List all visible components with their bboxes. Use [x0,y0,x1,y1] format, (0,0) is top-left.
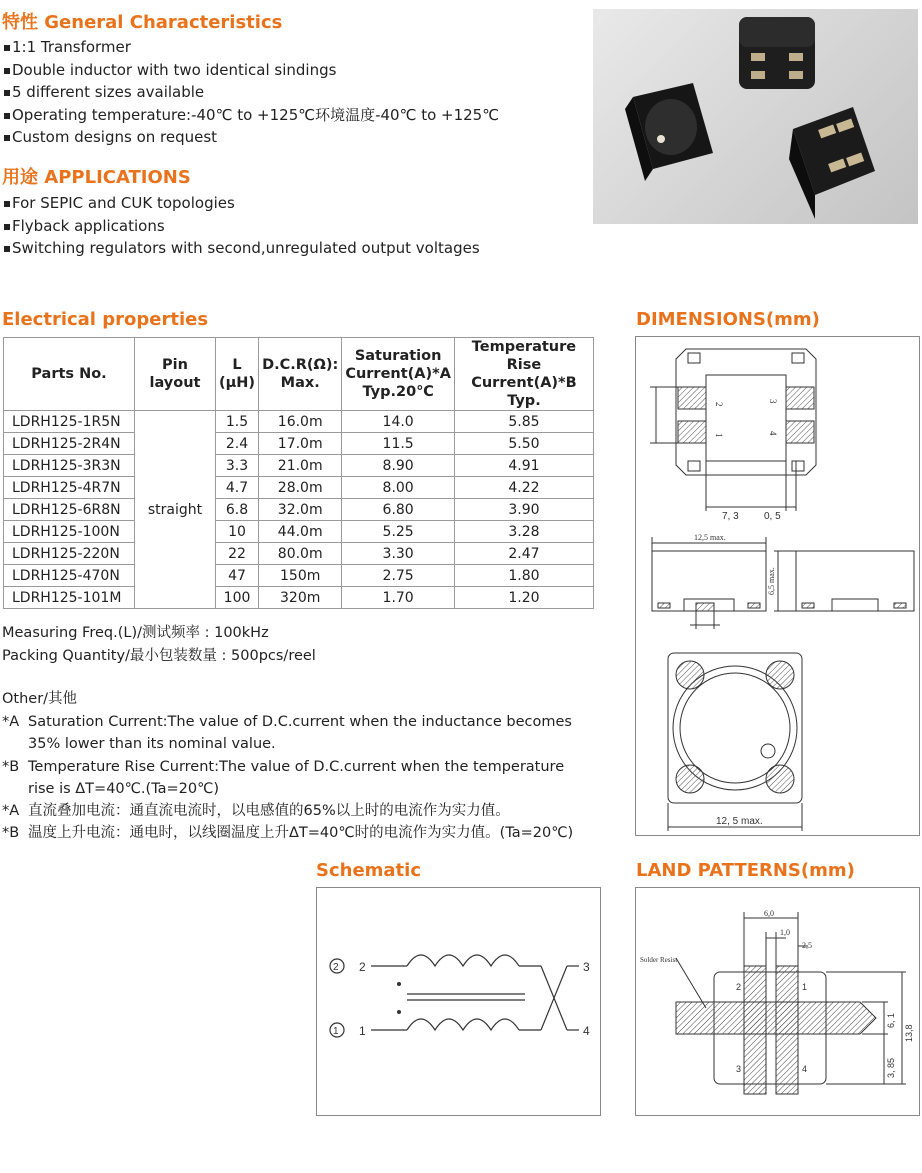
dim-pin-4: 4 [768,431,778,436]
measuring-freq: Measuring Freq.(L)/测试频率 : 100kHz [2,625,269,641]
schematic-right-bottom: 4 [583,1024,590,1038]
product-photo [593,9,918,224]
note-b-line1: Temperature Rise Current:The value of D.C.current when the temperature [28,759,565,775]
note-a-line2: 35% lower than its nominal value. [28,736,276,752]
general-heading-en: General Characteristics [44,12,283,33]
table-row: LDRH125-220N 22 80.0m 3.30 2.47 [4,543,594,565]
land-heading: LAND PATTERNS(mm) [636,860,855,881]
list-item: For SEPIC and CUK topologies [2,192,480,215]
land-pin-2: 2 [736,982,742,992]
table-row: LDRH125-4R7N 4.7 28.0m 8.00 4.22 [4,477,594,499]
general-heading [2,8,282,34]
land-pin-1: 1 [802,982,808,992]
note-b-line2: rise is ΔT=40℃.(Ta=20℃) [28,781,220,797]
col-header-sat: Saturation Current(A)*A Typ.20℃ [342,338,455,411]
list-item: Flyback applications [2,215,480,238]
list-item: Switching regulators with second,unregulated output voltages [2,237,480,260]
schematic-drawing [316,887,601,1116]
land-pin-3: 3 [736,1064,742,1074]
note-b-cn-tag: *B [2,825,20,841]
schematic-left-top: 2 [359,960,366,974]
side-view-right [774,551,914,611]
inductor-photo-illustration [593,9,918,224]
dim-125max-small: 12,5 max. [694,533,726,542]
land-drawing [635,887,920,1116]
inductor-top [739,17,815,89]
note-a-line1: Saturation Current:The value of D.C.current when the inductance becomes [28,714,572,730]
applications-heading [2,163,191,189]
land-dim-10: 1,0 [780,928,790,937]
list-item: 5 different sizes available [2,81,499,104]
bottom-view [650,349,816,511]
land-pin-4: 4 [802,1064,808,1074]
col-header-temp: Temperature Rise Current(A)*B Typ. [454,338,593,411]
table-row: LDRH125-2R4N 2.4 17.0m 11.5 5.50 [4,433,594,455]
dim-pin-1: 1 [714,433,724,438]
dim-05: 0, 5 [764,511,781,522]
note-b-cn: 温度上升电流：通电时，以线圈温度上升ΔT=40℃时的电流作为实力值。(Ta=20℃) [28,825,574,841]
land-dim-385: 3, 85 [886,1057,896,1078]
schematic-circle-label-2: 2 [333,962,339,973]
land-dim-25: 2,5 [802,941,812,950]
general-list [2,36,499,149]
general-heading-cn: 特性 [2,12,38,33]
schematic-heading: Schematic [316,860,422,881]
side-view-front [652,537,766,629]
table-row: LDRH125-100N 10 44.0m 5.25 3.28 [4,521,594,543]
solder-resist-band [676,1002,876,1034]
table-row: LDRH125-6R8N 6.8 32.0m 6.80 3.90 [4,499,594,521]
note-a-tag: *A [2,714,20,730]
packing-quantity: Packing Quantity/最小包装数量 : 500pcs/reel [2,648,316,664]
dimensions-heading: DIMENSIONS(mm) [636,309,820,330]
dimensions-drawing [635,336,920,836]
inductor-right [789,107,875,219]
col-header-dcr: D.C.R(Ω): Max. [259,338,342,411]
table-row: LDRH125-1R5N straight 1.5 16.0m 14.0 5.85 [4,411,594,433]
table-row: LDRH125-470N 47 150m 2.75 1.80 [4,565,594,587]
list-item: Operating temperature:-40℃ to +125℃环境温度-40℃ to +125℃ [2,104,499,127]
table-row: LDRH125-101M 100 320m 1.70 1.20 [4,587,594,609]
coil-bottom [407,1019,519,1030]
note-a-cn: 直流叠加电流：通直流电流时，以电感值的65%以上时的电流作为实力值。 [28,803,510,819]
applications-heading-cn: 用途 [2,167,38,188]
dimensions-svg [636,337,919,835]
schematic-right-top: 3 [583,960,590,974]
coil-top [407,955,519,966]
note-a-cn-tag: *A [2,803,20,819]
col-header-l: L (μH) [216,338,259,411]
table-row: LDRH125-3R3N 3.3 21.0m 8.90 4.91 [4,455,594,477]
dim-pin-2: 2 [714,402,724,407]
dim-65max: 6,5 max. [767,567,776,595]
schematic-svg [317,888,600,1115]
land-dim-138: 13,8 [904,1024,914,1042]
list-item: Double inductor with two identical sindings [2,59,499,82]
inductor-left [625,83,713,181]
land-dim-60: 6,0 [764,909,774,918]
other-label: Other/其他 [2,691,78,707]
top-view [668,653,802,831]
applications-heading-en: APPLICATIONS [44,167,191,188]
note-b-tag: *B [2,759,20,775]
list-item: 1:1 Transformer [2,36,499,59]
col-header-part: Parts No. [4,338,135,411]
schematic-circle-label-1: 1 [333,1026,339,1037]
col-header-pin: Pin layout [135,338,216,411]
pin-layout-cell: straight [135,411,216,609]
schematic-left-bottom: 1 [359,1024,366,1038]
table-header-row [4,338,594,411]
dim-125max: 12, 5 max. [716,816,763,827]
dim-73: 7, 3 [722,511,739,522]
solder-resist-label: Solder Resist [640,956,678,964]
electrical-heading: Electrical properties [2,309,209,330]
land-svg [636,888,919,1115]
land-dim-61: 6, 1 [886,1012,896,1028]
applications-list [2,192,480,260]
electrical-table [3,337,594,609]
list-item: Custom designs on request [2,126,499,149]
dim-pin-3: 3 [768,399,778,404]
